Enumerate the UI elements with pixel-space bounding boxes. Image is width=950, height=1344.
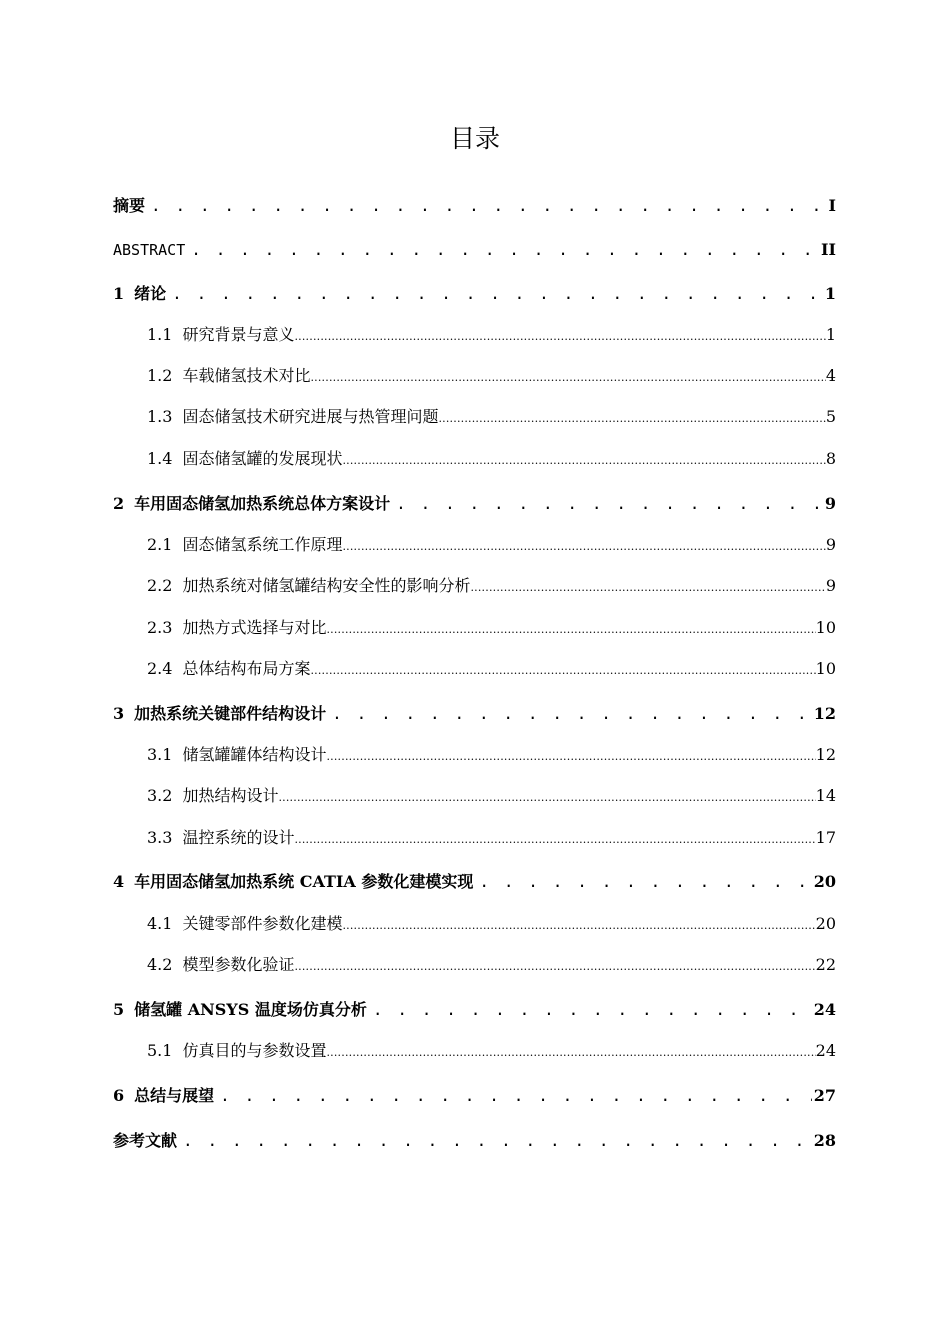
- toc-entry-number: 6: [113, 1086, 125, 1105]
- toc-entry-number: 1.4: [147, 449, 173, 468]
- dot-leader: [332, 703, 812, 725]
- toc-entry-page: 1: [825, 325, 836, 344]
- toc-entry-label: 固态储氢系统工作原理: [182, 535, 343, 554]
- toc-entry-section-5-1[interactable]: [113, 1040, 836, 1062]
- dot-leader: [294, 956, 815, 978]
- toc-entry-section-2-2[interactable]: [113, 575, 836, 597]
- toc-entry-number: 4.2: [147, 955, 173, 974]
- toc-entry-label: 车载储氢技术对比: [182, 366, 311, 385]
- toc-entry-number: 1.3: [147, 407, 173, 426]
- toc-entry-section-1-3[interactable]: [113, 406, 836, 428]
- toc-entry-page: 20: [815, 914, 836, 933]
- toc-entry-label: 储氢罐罐体结构设计: [182, 745, 327, 764]
- toc-entry-number: 3.3: [147, 828, 173, 847]
- toc-entry-page: 27: [813, 1086, 836, 1105]
- toc-entry-label: 固态储氢罐的发展现状: [182, 449, 343, 468]
- toc-entry-label: 加热系统对储氢罐结构安全性的影响分析: [182, 576, 471, 595]
- toc-entry-page: 8: [825, 449, 836, 468]
- toc-entry-section-4-2[interactable]: [113, 954, 836, 976]
- toc-entry-label: 参考文献: [113, 1131, 178, 1150]
- toc-entry-page: 9: [824, 494, 836, 513]
- toc-entry-section-2-4[interactable]: [113, 658, 836, 680]
- toc-entry-page: I: [828, 196, 836, 215]
- dot-leader: [326, 619, 815, 641]
- toc-entry-abstract-en[interactable]: [113, 239, 836, 261]
- dot-leader: [373, 999, 812, 1021]
- toc-entry-label: 模型参数化验证: [182, 955, 295, 974]
- toc-entry-label: 研究背景与意义: [182, 325, 295, 344]
- toc-entry-page: 17: [815, 828, 836, 847]
- toc-entry-number: 2: [113, 494, 125, 513]
- toc-entry-label: 加热系统关键部件结构设计: [134, 704, 327, 723]
- toc-entry-number: 2.2: [147, 576, 173, 595]
- toc-entry-page: 22: [815, 955, 836, 974]
- toc-entry-page: 12: [813, 704, 836, 723]
- toc-entry-section-1-1[interactable]: [113, 324, 836, 346]
- dot-leader: [326, 1042, 815, 1064]
- toc-entry-page: 9: [825, 576, 836, 595]
- toc-entry-section-3-2[interactable]: [113, 785, 836, 807]
- toc-entry-label: 温控系统的设计: [182, 828, 295, 847]
- toc-entry-page: 5: [825, 407, 836, 426]
- dot-leader: [310, 660, 815, 682]
- toc-entry-number: 3: [113, 704, 125, 723]
- dot-leader: [342, 915, 815, 937]
- dot-leader: [191, 239, 819, 261]
- toc-entry-abstract-cn[interactable]: [113, 195, 836, 217]
- toc-entry-section-2-3[interactable]: [113, 617, 836, 639]
- dot-leader: [438, 408, 825, 430]
- toc-entry-number: 4: [113, 872, 125, 891]
- toc-entry-number: 5: [113, 1000, 125, 1019]
- toc-entry-number: 5.1: [147, 1041, 173, 1060]
- toc-entry-label: 固态储氢技术研究进展与热管理问题: [182, 407, 439, 426]
- toc-entry-label: 总结与展望: [134, 1086, 215, 1105]
- toc-entry-number: 2.3: [147, 618, 173, 637]
- toc-entry-page: 20: [813, 872, 836, 891]
- toc-entry-label: 车用固态储氢加热系统总体方案设计: [134, 494, 391, 513]
- toc-entry-chapter-1[interactable]: [113, 283, 836, 305]
- toc-entry-section-4-1[interactable]: [113, 913, 836, 935]
- dot-leader: [220, 1085, 812, 1107]
- toc-entry-section-1-4[interactable]: [113, 448, 836, 470]
- toc-entry-chapter-2[interactable]: [113, 493, 836, 515]
- toc-entry-label: 加热方式选择与对比: [182, 618, 327, 637]
- toc-entry-section-2-1[interactable]: [113, 534, 836, 556]
- toc-entry-chapter-5[interactable]: [113, 999, 836, 1021]
- toc-entry-chapter-4[interactable]: [113, 871, 836, 893]
- toc-entry-chapter-3[interactable]: [113, 703, 836, 725]
- dot-leader: [396, 493, 823, 515]
- toc-entry-page: 9: [825, 535, 836, 554]
- toc-entry-page: 24: [813, 1000, 836, 1019]
- toc-entry-label: 总体结构布局方案: [182, 659, 311, 678]
- toc-entry-label: 储氢罐 ANSYS 温度场仿真分析: [134, 1000, 367, 1019]
- toc-entry-page: 14: [815, 786, 836, 805]
- toc-entry-section-3-3[interactable]: [113, 827, 836, 849]
- toc-entry-number: 1.2: [147, 366, 173, 385]
- dot-leader: [151, 195, 827, 217]
- dot-leader: [326, 746, 815, 768]
- dot-leader: [294, 829, 815, 851]
- toc-entry-label: 绪论: [134, 284, 167, 303]
- toc-entry-label: 仿真目的与参数设置: [182, 1041, 327, 1060]
- toc-entry-label: 关键零部件参数化建模: [182, 914, 343, 933]
- toc-entry-number: 1: [113, 284, 125, 303]
- toc-entry-page: II: [821, 240, 836, 259]
- dot-leader: [183, 1130, 812, 1152]
- dot-leader: [342, 450, 825, 472]
- page-title: 目录: [449, 124, 500, 153]
- dot-leader: [470, 577, 825, 599]
- dot-leader: [172, 283, 823, 305]
- toc-entry-page: 24: [815, 1041, 836, 1060]
- dot-leader: [342, 536, 825, 558]
- toc-entry-number: 2.4: [147, 659, 173, 678]
- toc-entry-references[interactable]: [113, 1130, 836, 1152]
- toc-entry-page: 12: [815, 745, 836, 764]
- toc-entry-number: 3.1: [147, 745, 173, 764]
- toc-entry-chapter-6[interactable]: [113, 1085, 836, 1107]
- toc-entry-number: 1.1: [147, 325, 173, 344]
- toc-entry-page: 4: [825, 366, 836, 385]
- dot-leader: [294, 326, 825, 348]
- dot-leader: [310, 367, 825, 389]
- toc-entry-section-1-2[interactable]: [113, 365, 836, 387]
- toc-entry-label: ABSTRACT: [113, 241, 186, 259]
- toc-entry-number: 4.1: [147, 914, 173, 933]
- toc-entry-page: 10: [815, 618, 836, 637]
- toc-entry-number: 3.2: [147, 786, 173, 805]
- toc-entry-page: 10: [815, 659, 836, 678]
- toc-entry-label: 车用固态储氢加热系统 CATIA 参数化建模实现: [134, 872, 474, 891]
- dot-leader: [278, 787, 815, 809]
- toc-entry-page: 1: [824, 284, 836, 303]
- toc-entry-number: 2.1: [147, 535, 173, 554]
- toc-entry-page: 28: [813, 1131, 836, 1150]
- toc-entry-section-3-1[interactable]: [113, 744, 836, 766]
- toc-entry-label: 加热结构设计: [182, 786, 279, 805]
- toc-entry-label: 摘要: [113, 196, 146, 215]
- dot-leader: [479, 871, 811, 893]
